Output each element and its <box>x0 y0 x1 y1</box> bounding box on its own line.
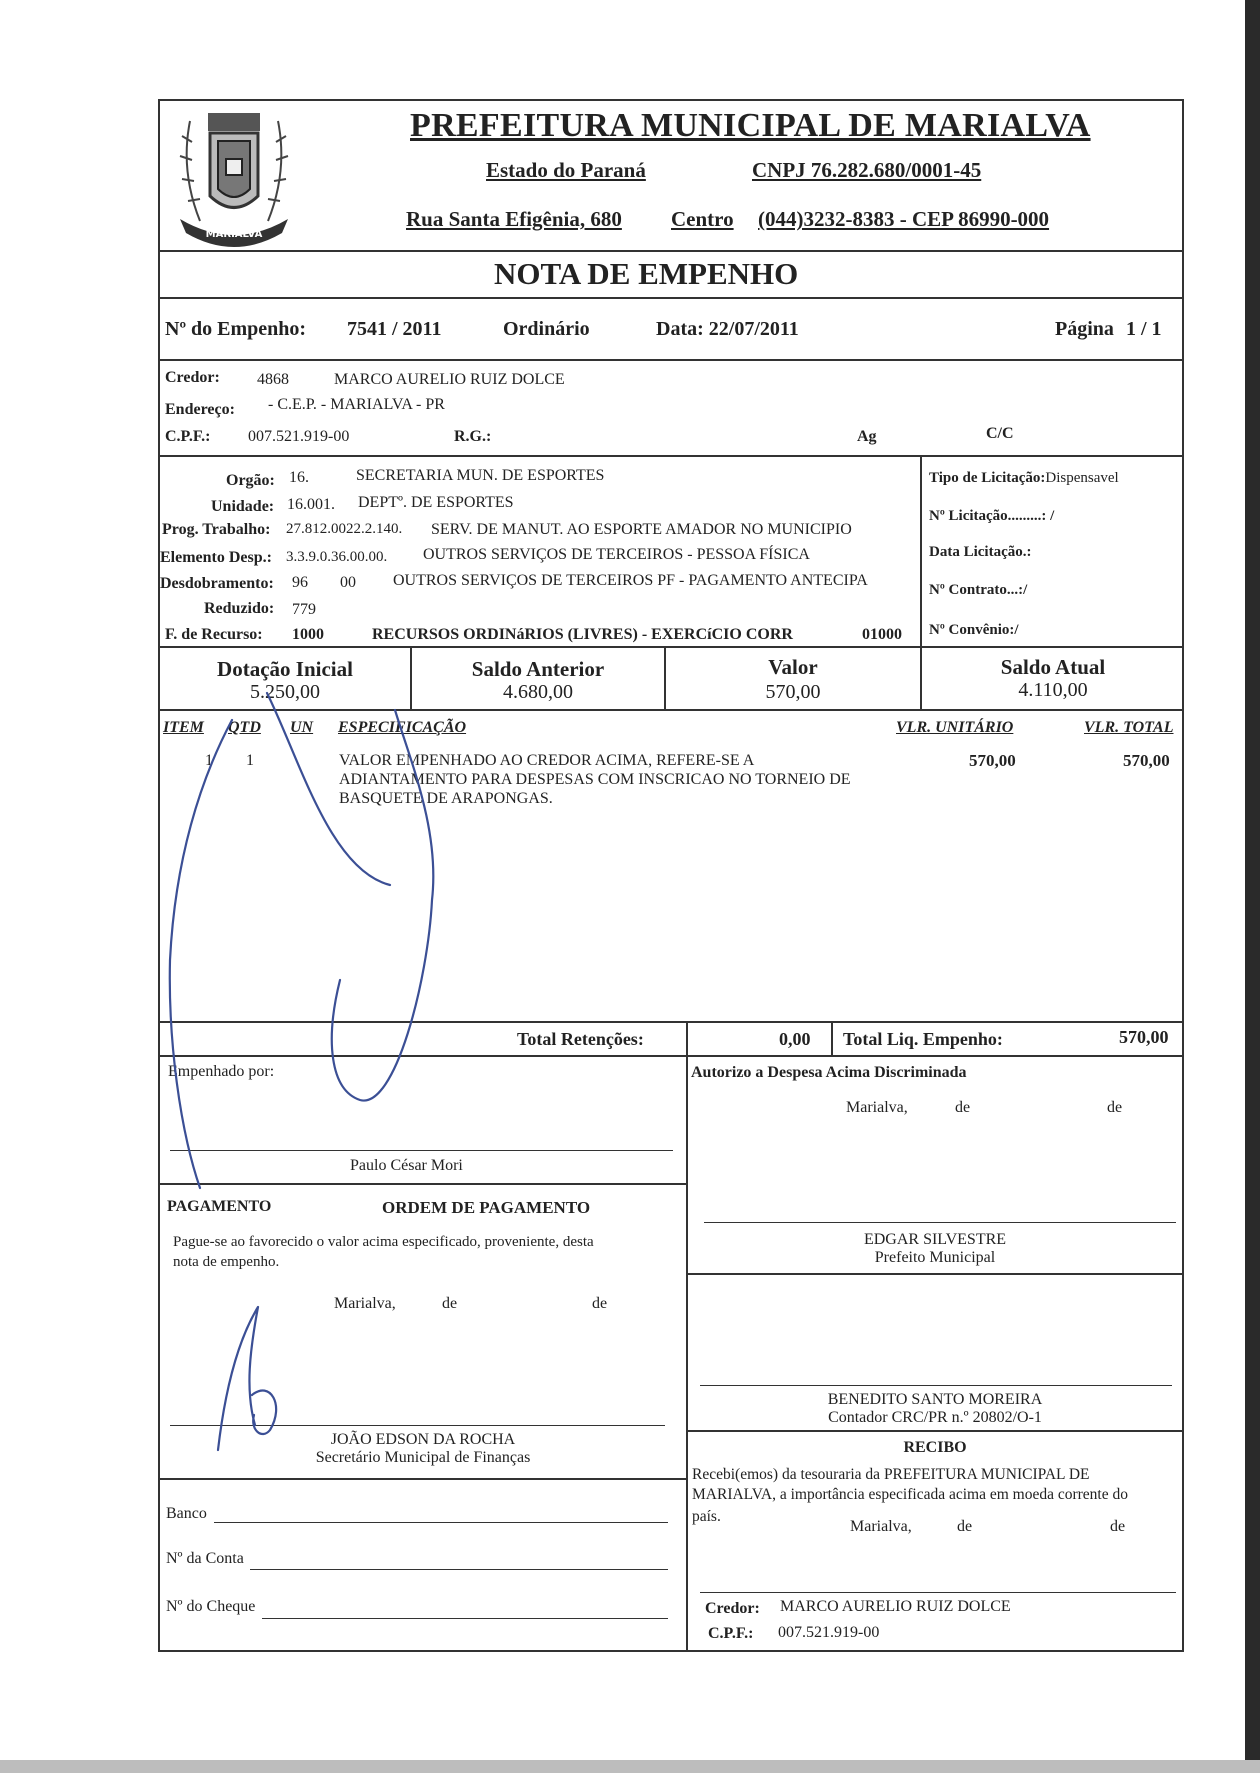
col-header-qtd: QTD <box>228 719 261 736</box>
saldo-atual-label: Saldo Atual <box>1000 655 1106 679</box>
empenhado-name: Paulo César Mori <box>350 1157 463 1174</box>
elemento-label: Elemento Desp.: <box>160 549 272 566</box>
divider-v <box>686 1021 688 1652</box>
header-cnpj: CNPJ 76.282.680/0001-45 <box>752 158 982 182</box>
rg-label: R.G.: <box>454 428 492 445</box>
divider <box>158 297 1184 299</box>
secretario-name: JOÃO EDSON DA ROCHA <box>330 1431 516 1448</box>
header-state: Estado do Paraná <box>486 158 646 182</box>
pagamento-de-1: de <box>442 1295 458 1312</box>
item-spec-line-1: VALOR EMPENHADO AO CREDOR ACIMA, REFERE-SE A <box>339 752 755 769</box>
pagamento-de-2: de <box>592 1295 608 1312</box>
credor-label: Credor: <box>165 369 220 386</box>
signature-line <box>704 1222 1176 1223</box>
ordem-pagamento-label: ORDEM DE PAGAMENTO <box>382 1198 591 1217</box>
licitacao-tipo-value: Dispensavel <box>1045 470 1119 486</box>
licitacao-numero: Nº Licitação.........: / <box>929 508 1055 524</box>
prefeito-name: EDGAR SILVESTRE <box>863 1231 1007 1248</box>
municipal-crest-logo <box>160 101 308 249</box>
prog-code: 27.812.0022.2.140. <box>286 521 403 537</box>
recibo-cpf-value: 007.521.919-00 <box>778 1624 880 1641</box>
retencoes-value: 0,00 <box>779 1029 811 1049</box>
saldo-anterior-value: 4.680,00 <box>503 681 573 703</box>
reduzido-value: 779 <box>292 601 316 618</box>
autorizo-city: Marialva, <box>846 1099 908 1116</box>
cc-label: C/C <box>986 425 1014 442</box>
empenhado-label: Empenhado por: <box>168 1063 275 1080</box>
elemento-name: OUTROS SERVIÇOS DE TERCEIROS - PESSOA FÍSICA <box>423 546 810 563</box>
desdobramento-name: OUTROS SERVIÇOS DE TERCEIROS PF - PAGAMENTO ANTECIPA <box>393 572 868 589</box>
divider <box>686 1273 1184 1275</box>
recibo-credor-name: MARCO AURELIO RUIZ DOLCE <box>780 1598 1011 1615</box>
dotacao-value: 5.250,00 <box>250 681 320 703</box>
item-total-value: 570,00 <box>1123 751 1170 770</box>
scan-right-edge <box>1245 0 1260 1773</box>
saldo-anterior-label: Saldo Anterior <box>471 657 605 681</box>
recurso-code-2: 01000 <box>862 626 902 643</box>
empenho-type: Ordinário <box>503 318 590 340</box>
pagamento-city: Marialva, <box>334 1295 396 1312</box>
divider <box>158 1183 686 1185</box>
scan-bottom-edge <box>0 1760 1260 1773</box>
credor-code: 4868 <box>257 371 289 388</box>
reduzido-label: Reduzido: <box>204 600 275 617</box>
unidade-name: DEPTº. DE ESPORTES <box>358 494 514 511</box>
recibo-credor-label: Credor: <box>705 1600 760 1617</box>
contador-name: BENEDITO SANTO MOREIRA <box>827 1391 1043 1408</box>
divider-v <box>831 1021 833 1055</box>
item-spec-line-3: BASQUETE DE ARAPONGAS. <box>339 790 553 807</box>
header-title: PREFEITURA MUNICIPAL DE MARIALVA <box>410 107 1091 144</box>
autorizo-label: Autorizo a Despesa Acima Discriminada <box>691 1064 967 1081</box>
col-header-total: VLR. TOTAL <box>1084 719 1174 736</box>
empenho-label: Nº do Empenho: <box>165 318 307 340</box>
divider <box>686 1430 1184 1432</box>
empenho-number: 7541 / 2011 <box>347 318 442 340</box>
licitacao-tipo-label-text: Tipo de Licitação: <box>929 470 1046 486</box>
ag-label: Ag <box>857 428 877 445</box>
cpf-label: C.P.F.: <box>165 428 211 445</box>
pagamento-label: PAGAMENTO <box>167 1198 272 1215</box>
cheque-label: Nº do Cheque <box>166 1598 256 1615</box>
recurso-code: 1000 <box>292 626 324 643</box>
banco-label: Banco <box>166 1505 207 1522</box>
page-number: 1 / 1 <box>1126 318 1162 340</box>
unidade-label: Unidade: <box>211 498 275 515</box>
item-number: 1 <box>205 752 213 769</box>
pagamento-text-1: Pague-se ao favorecido o valor acima especificado, proveniente, desta <box>173 1234 594 1250</box>
prog-name: SERV. DE MANUT. AO ESPORTE AMADOR NO MUNICIPIO <box>431 521 852 538</box>
prog-label: Prog. Trabalho: <box>162 521 271 538</box>
dotacao-label: Dotação Inicial <box>217 657 353 681</box>
divider <box>158 709 1184 711</box>
header-street: Rua Santa Efigênia, 680 <box>406 207 622 231</box>
licitacao-data: Data Licitação.: <box>929 544 1032 560</box>
desdobramento-code-2: 00 <box>340 574 356 591</box>
recibo-cpf-label: C.P.F.: <box>708 1625 754 1642</box>
item-unit-value: 570,00 <box>969 751 1016 770</box>
credor-name: MARCO AURELIO RUIZ DOLCE <box>334 371 565 388</box>
recibo-text-3: país. <box>692 1508 721 1525</box>
col-header-spec: ESPECIFICAÇÃO <box>338 719 467 736</box>
prefeito-role: Prefeito Municipal <box>874 1249 996 1266</box>
header-phone-cep: (044)3232-8383 - CEP 86990-000 <box>758 207 1050 231</box>
recibo-text-1: Recebi(emos) da tesouraria da PREFEITURA MUNICIPAL DE <box>692 1466 1090 1483</box>
contador-role: Contador CRC/PR n.º 20802/O-1 <box>828 1409 1042 1426</box>
recurso-label: F. de Recurso: <box>165 626 263 643</box>
signature-line <box>700 1592 1176 1593</box>
elemento-code: 3.3.9.0.36.00.00. <box>286 549 388 565</box>
orgao-name: SECRETARIA MUN. DE ESPORTES <box>356 467 605 484</box>
saldo-atual-value: 4.110,00 <box>1018 679 1088 701</box>
licitacao-convenio: Nº Convênio:/ <box>929 622 1019 638</box>
retencoes-label: Total Retenções: <box>517 1029 644 1049</box>
orgao-code: 16. <box>289 469 309 486</box>
recibo-city: Marialva, <box>850 1518 912 1535</box>
svg-text:MARIALVA: MARIALVA <box>205 229 263 240</box>
divider <box>158 250 1184 252</box>
empenho-date: Data: 22/07/2011 <box>656 318 799 340</box>
licitacao-contrato: Nº Contrato...:/ <box>929 582 1028 598</box>
valor-label: Valor <box>768 655 818 679</box>
recibo-de-2: de <box>1110 1518 1126 1535</box>
col-header-un: UN <box>290 719 314 736</box>
address-value: - C.E.P. - MARIALVA - PR <box>268 396 445 413</box>
divider <box>158 1478 686 1480</box>
signature-line <box>170 1150 673 1151</box>
divider <box>158 455 1184 457</box>
divider <box>158 359 1184 361</box>
licitacao-tipo-label <box>929 470 1119 487</box>
unidade-code: 16.001. <box>287 496 335 513</box>
desdobramento-code-1: 96 <box>292 574 308 591</box>
divider <box>158 646 1184 648</box>
recurso-name: RECURSOS ORDINáRIOS (LIVRES) - EXERCíCIO CORR <box>372 626 793 643</box>
orgao-label: Orgão: <box>226 472 275 489</box>
recibo-de-1: de <box>957 1518 973 1535</box>
divider-v <box>920 455 922 646</box>
page-label: Página <box>1055 318 1114 340</box>
conta-line <box>250 1569 668 1570</box>
address-label: Endereço: <box>165 401 235 418</box>
valor-value: 570,00 <box>765 681 821 703</box>
autorizo-de-1: de <box>955 1099 971 1116</box>
total-liquido-value: 570,00 <box>1119 1027 1169 1047</box>
total-liquido-label: Total Liq. Empenho: <box>843 1029 1003 1049</box>
secretario-role: Secretário Municipal de Finanças <box>315 1449 531 1466</box>
col-header-unit: VLR. UNITÁRIO <box>896 719 1014 736</box>
conta-label: Nº da Conta <box>166 1550 244 1567</box>
divider <box>158 1021 1184 1023</box>
item-spec-line-2: ADIANTAMENTO PARA DESPESAS COM INSCRICAO NO TORNEIO DE <box>339 771 851 788</box>
signature-line <box>700 1385 1172 1386</box>
document-title: NOTA DE EMPENHO <box>494 256 799 291</box>
col-header-item: ITEM <box>163 719 204 736</box>
banco-line <box>214 1522 668 1523</box>
pagamento-text-2: nota de empenho. <box>173 1254 280 1270</box>
autorizo-de-2: de <box>1107 1099 1123 1116</box>
item-qtd: 1 <box>246 752 254 769</box>
cpf-value: 007.521.919-00 <box>248 428 350 445</box>
header-district: Centro <box>671 207 734 231</box>
desdobramento-label: Desdobramento: <box>160 575 274 592</box>
signature-line <box>170 1425 665 1426</box>
recibo-text-2: MARIALVA, a importância especificada acima em moeda corrente do <box>692 1486 1128 1503</box>
recibo-title: RECIBO <box>903 1439 967 1456</box>
cheque-line <box>262 1618 668 1619</box>
divider <box>158 1055 1184 1057</box>
